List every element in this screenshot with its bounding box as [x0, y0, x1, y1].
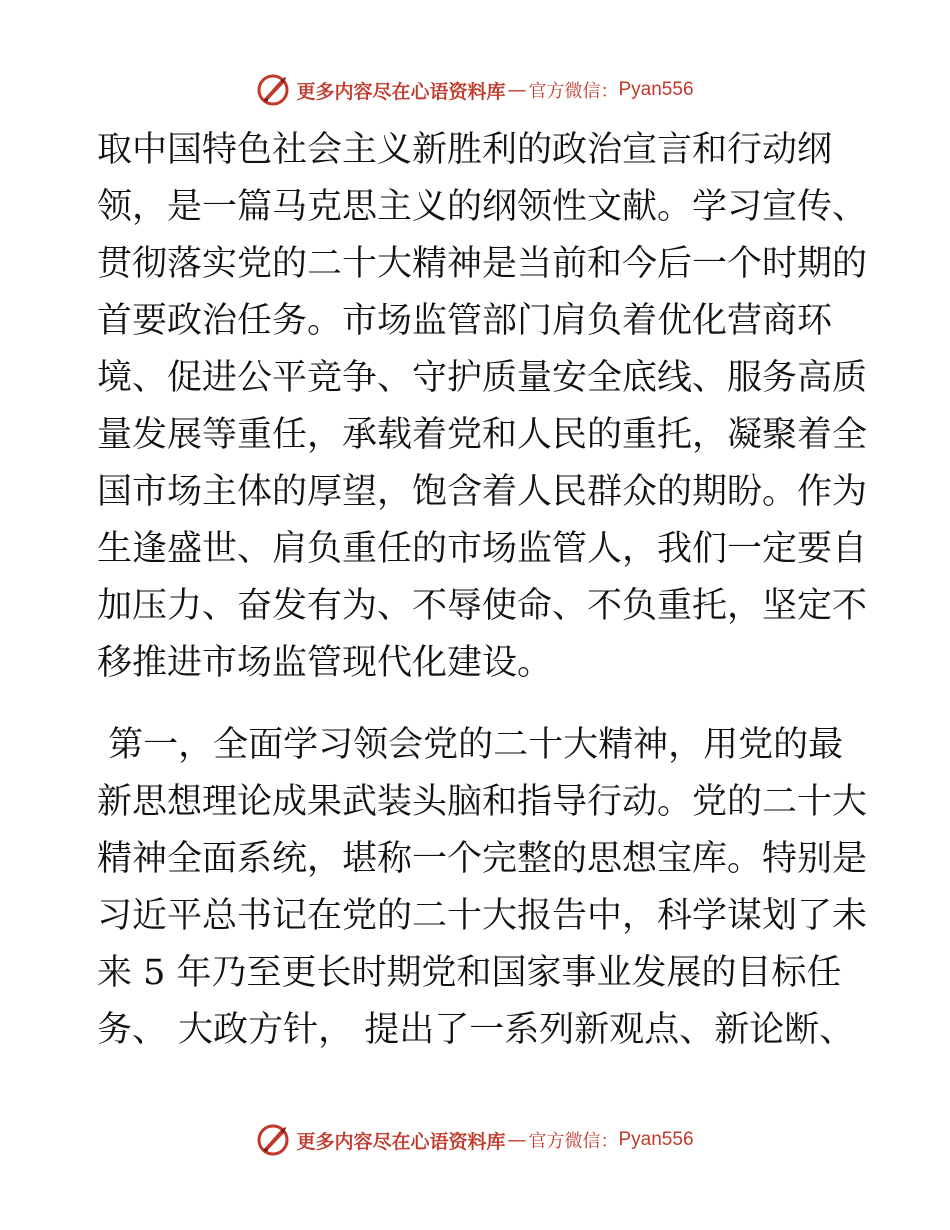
footer-watermark-banner — [0, 1120, 950, 1160]
paragraph-1 — [97, 122, 868, 692]
paragraph-line: 境、促进公平竞争、守护质量安全底线、服务高质 — [97, 358, 868, 398]
paragraph-line: 习近平总书记在党的二十大报告中，科学谋划了未 — [97, 896, 868, 936]
header-wechat-id: Pyan556 — [618, 79, 694, 100]
paragraph-line: 务、 大政方针， 提出了一系列新观点、新论断、 — [97, 1010, 855, 1050]
paragraph-line: 量发展等重任，承载着党和人民的重托，凝聚着全 — [97, 415, 868, 455]
paragraph-line: 精神全面系统，堪称一个完整的思想宝库。特别是 — [97, 839, 868, 879]
paragraph-line: 取中国特色社会主义新胜利的政治宣言和行动纲 — [97, 130, 833, 170]
header-separator: — — [507, 79, 527, 101]
header-wechat-label: 官方微信： — [528, 81, 619, 102]
paragraph-line: 新思想理论成果武装头脑和指导行动。党的二十大 — [97, 782, 868, 822]
footer-wechat-id: Pyan556 — [618, 1129, 694, 1150]
header-watermark-banner — [0, 70, 950, 110]
paragraph-line: 移推进市场监管现代化建设。 — [97, 643, 553, 683]
footer-wechat-label: 官方微信： — [528, 1131, 619, 1152]
quill-logo-icon — [256, 1123, 290, 1157]
paragraph-line: 贯彻落实党的二十大精神是当前和今后一个时期的 — [97, 244, 868, 284]
footer-separator: — — [507, 1129, 527, 1151]
header-brand-text: 更多内容尽在心语资料库 — [296, 80, 506, 103]
paragraph-line: 生逢盛世、肩负重任的市场监管人，我们一定要自 — [97, 529, 868, 569]
paragraph-line: 首要政治任务。市场监管部门肩负着优化营商环 — [97, 301, 833, 341]
paragraph-line: 国市场主体的厚望，饱含着人民群众的期盼。作为 — [97, 472, 868, 512]
paragraph-line: 第一，全面学习领会党的二十大精神，用党的最 — [97, 725, 844, 765]
paragraph-line: 领，是一篇马克思主义的纲领性文献。学习宣传、 — [97, 187, 868, 227]
footer-brand-text: 更多内容尽在心语资料库 — [296, 1130, 506, 1153]
paragraph-2 — [97, 717, 868, 1059]
quill-logo-icon — [256, 73, 290, 107]
paragraph-line: 来 5 年乃至更长时期党和国家事业发展的目标任 — [97, 953, 842, 993]
paragraph-line: 加压力、奋发有为、不辱使命、不负重托，坚定不 — [97, 586, 868, 626]
